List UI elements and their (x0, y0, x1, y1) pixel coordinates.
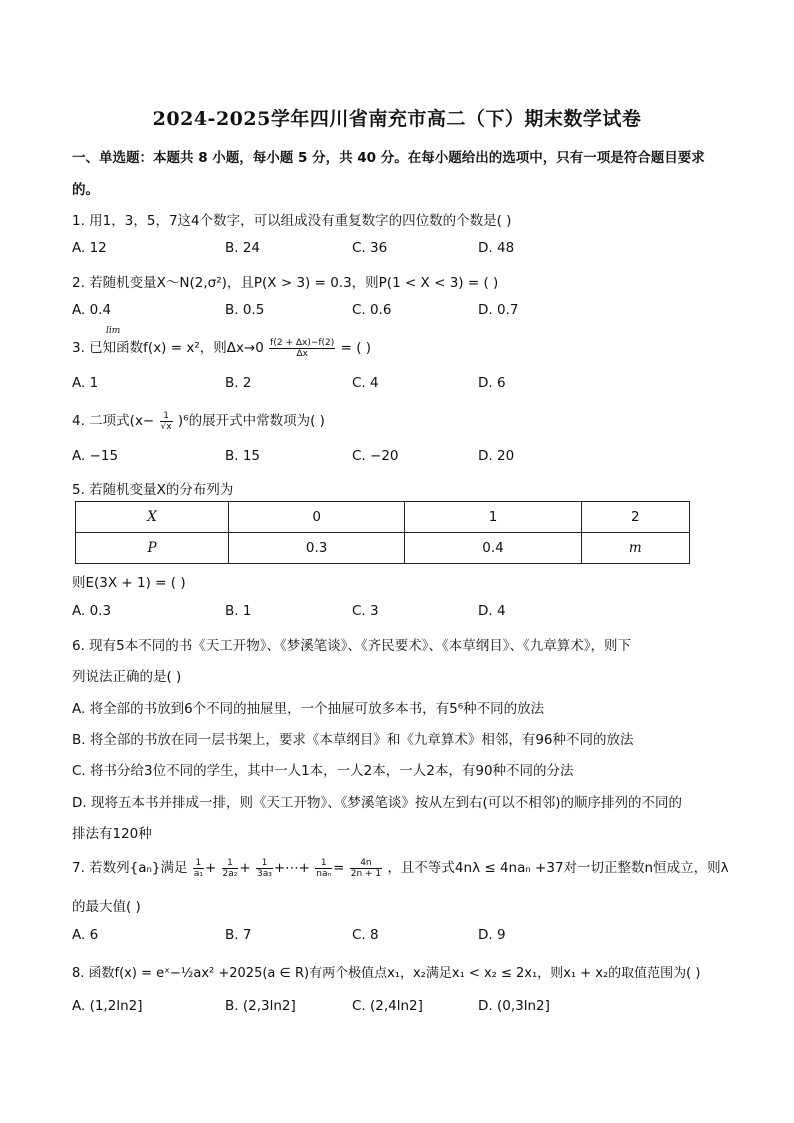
q5-stem2: 则E(3X + 1) = ( ) (72, 575, 186, 591)
frac-num: 4n (350, 858, 382, 869)
q5-stem: 5. 若随机变量X的分布列为 (72, 482, 234, 498)
q6-option-a[interactable]: A. 将全部的书放到6个不同的抽屉里，一个抽屉可放多本书，有5⁶种不同的放法 (72, 701, 545, 717)
frac-den: 3a₃ (257, 868, 272, 879)
table-cell: 1 (405, 502, 581, 533)
q8-option-c[interactable]: C. (2,4ln2] (352, 998, 423, 1014)
q6-option-d-cont: 排法有120种 (72, 826, 152, 842)
q7-option-c[interactable]: C. 8 (352, 927, 379, 943)
section-heading-cont: 的。 (72, 182, 99, 198)
frac-num: 1 (193, 858, 204, 869)
q7-frac-1 (193, 858, 204, 879)
q1-option-a[interactable]: A. 12 (72, 240, 107, 256)
q7-frac-rhs (350, 858, 382, 879)
distribution-table (75, 501, 690, 564)
q7-stem-cont: 的最大值( ) (72, 899, 141, 915)
q8-option-a[interactable]: A. (1,2ln2] (72, 998, 143, 1014)
q6-stem: 6. 现有5本不同的书《天工开物》、《梦溪笔谈》、《齐民要术》、《本草纲目》、《九章算术》，则下 (72, 638, 632, 654)
q4-option-d[interactable]: D. 20 (478, 448, 515, 464)
q2-option-b[interactable]: B. 0.5 (225, 302, 265, 318)
table-cell: P (76, 533, 229, 564)
table-cell: 0.4 (405, 533, 581, 564)
q2-options (72, 302, 732, 322)
q3-option-b[interactable]: B. 2 (225, 375, 252, 391)
q4-fraction (160, 411, 173, 432)
frac-den: a₁ (193, 868, 203, 879)
q3-option-d[interactable]: D. 6 (478, 375, 506, 391)
q3-option-c[interactable]: C. 4 (352, 375, 379, 391)
q4-stem-a: 4. 二项式(x− (72, 413, 155, 429)
q7-stem: 7. 若数列{aₙ}满足 $\frac{1}{\text{a₁}}$ + $\frac{1}{\text{2a₂}}$ + $\frac{1}{\text{3a₃}}$ +⋯+ $\frac{1}{\text{naₙ}}$ = $\frac{4n}{2n + 1}$ ，且不等式4nλ ≤ 4naₙ +37对一切正整数n恒成立，则λ (72, 857, 729, 879)
q3-fraction (269, 338, 335, 359)
q4-stem (72, 409, 325, 432)
q3-options (72, 375, 732, 395)
q4-frac-num: 1 (160, 411, 173, 422)
q7-frac-2 (222, 858, 239, 879)
q1-stem: 1. 用1，3，5，7这4个数字，可以组成没有重复数字的四位数的个数是( ) (72, 213, 512, 229)
table-cell: 2 (581, 502, 689, 533)
q3-frac-den: Δx (296, 348, 308, 359)
q5-options (72, 603, 732, 623)
table-cell: X (76, 502, 229, 533)
q5-option-c[interactable]: C. 3 (352, 603, 379, 619)
q1-options (72, 240, 732, 260)
q6-option-c[interactable]: C. 将书分给3位不同的学生，其中一人1本，一人2本，一人2本，有90种不同的分法 (72, 763, 574, 779)
q3-stem (72, 326, 372, 359)
q6-option-d[interactable]: D. 现将五本书并排成一排，则《天工开物》、《梦溪笔谈》按从左到右(可以不相邻)的顺序排列的不同的 (72, 795, 683, 811)
q5-option-d[interactable]: D. 4 (478, 603, 506, 619)
table-row (76, 533, 690, 564)
frac-num: 1 (256, 858, 273, 869)
frac-den: 2n + 1 (350, 868, 382, 879)
table-cell: 0 (229, 502, 405, 533)
frac-den: 2a₂ (222, 868, 238, 879)
q3-option-a[interactable]: A. 1 (72, 375, 99, 391)
q7-frac-3 (256, 858, 273, 879)
page-title: 2024-2025学年四川省南充市高二（下）期末数学试卷 (152, 108, 642, 130)
q4-option-a[interactable]: A. −15 (72, 448, 119, 464)
section-heading: 一、单选题：本题共 8 小题，每小题 5 分，共 40 分。在每小题给出的选项中，只有一项是符合题目要求 (72, 150, 705, 166)
q7-stem-a: 7. 若数列{aₙ}满足 (72, 860, 188, 876)
q3-frac-num: f(2 + Δx)−f(2) (270, 337, 335, 348)
q4-option-b[interactable]: B. 15 (225, 448, 261, 464)
q1-option-c[interactable]: C. 36 (352, 240, 388, 256)
q4-frac-den: √x (160, 421, 172, 432)
frac-den: naₙ (316, 868, 332, 879)
q3-lim-label: lim (106, 326, 121, 336)
q3-stem-a: 3. 已知函数f(x) = x²，则Δx→0 (72, 340, 264, 356)
q7-option-d[interactable]: D. 9 (478, 927, 506, 943)
q8-options (72, 998, 732, 1018)
q2-stem: 2. 若随机变量X～N(2,σ²)，且P(X > 3) = 0.3，则P(1 < X < 3) = ( ) (72, 275, 499, 291)
q7-stem-b: ，且不等式4nλ ≤ 4naₙ +37对一切正整数n恒成立，则λ (387, 860, 729, 876)
q8-stem: 8. 函数f(x) = eˣ−½ax² +2025(a ∈ R)有两个极值点x₁，x₂满足x₁ < x₂ ≤ 2x₁，则x₁ + x₂的取值范围为( ) (72, 966, 701, 981)
frac-num: 1 (315, 858, 332, 869)
q7-frac-n (315, 858, 332, 879)
q8-option-d[interactable]: D. (0,3ln2] (478, 998, 550, 1014)
q4-option-c[interactable]: C. −20 (352, 448, 399, 464)
q4-options (72, 448, 732, 468)
q8-option-b[interactable]: B. (2,3ln2] (225, 998, 296, 1014)
q3-stem-b: = ( ) (340, 340, 372, 356)
frac-num: 1 (222, 858, 239, 869)
q5-option-b[interactable]: B. 1 (225, 603, 252, 619)
q2-option-c[interactable]: C. 0.6 (352, 302, 392, 318)
table-cell: m (581, 533, 689, 564)
q6-stem-cont: 列说法正确的是( ) (72, 669, 182, 685)
q4-stem-b: )⁶的展开式中常数项为( ) (177, 413, 325, 429)
q2-option-d[interactable]: D. 0.7 (478, 302, 519, 318)
table-row (76, 502, 690, 533)
q7-option-a[interactable]: A. 6 (72, 927, 99, 943)
q7-option-b[interactable]: B. 7 (225, 927, 252, 943)
table-cell: 0.3 (229, 533, 405, 564)
q5-option-a[interactable]: A. 0.3 (72, 603, 112, 619)
q6-option-b[interactable]: B. 将全部的书放在同一层书架上，要求《本草纲目》和《九章算术》相邻，有96种不同的放法 (72, 732, 634, 748)
q3-limit (72, 326, 264, 356)
q1-option-b[interactable]: B. 24 (225, 240, 261, 256)
q1-option-d[interactable]: D. 48 (478, 240, 515, 256)
q2-option-a[interactable]: A. 0.4 (72, 302, 112, 318)
q7-options (72, 927, 732, 947)
